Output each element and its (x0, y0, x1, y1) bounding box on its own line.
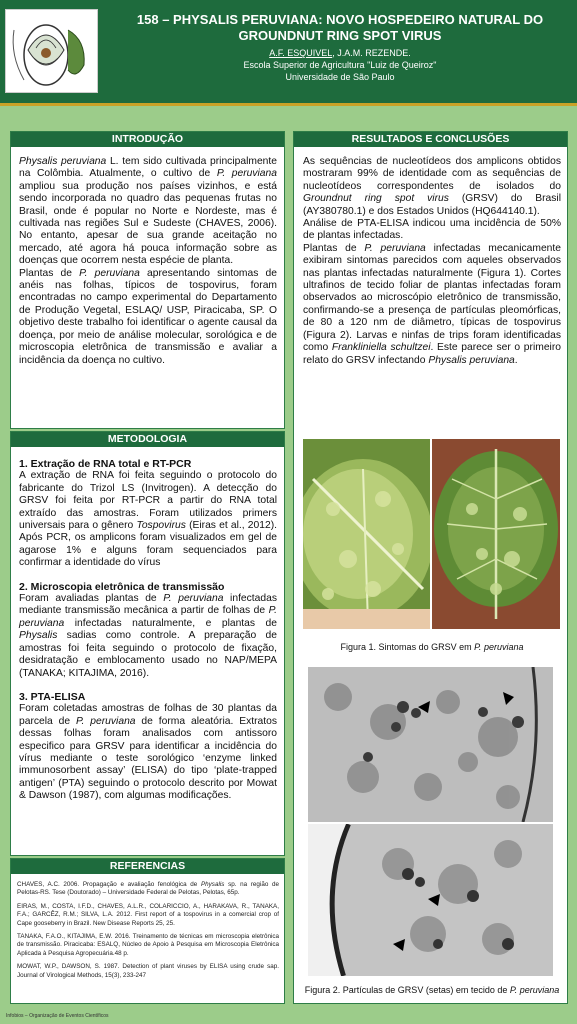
intro-species-abbr: P. peruviana (79, 267, 140, 279)
text-run: (Eiras et al., 2012). Após PCR, os amplicons foram visualizados em gel de agarose 1% e alguns foram sequenciados para confirmar a identidade do vírus (19, 520, 277, 569)
genus-name: Physalis (200, 881, 225, 888)
section-2-text (19, 593, 277, 680)
poster-header (0, 0, 577, 106)
text-run: infectadas mediante transmissão mecânica a partir de folhas de (19, 593, 277, 617)
figure-1-caption (303, 642, 561, 652)
poster-title (110, 12, 570, 44)
text-run: Figura 1. Sintomas do GRSV em (340, 642, 475, 652)
text-run: Foram avaliadas plantas de (19, 593, 164, 605)
genus-name: Tospovirus (136, 520, 186, 532)
figure-1-photo-left (303, 439, 430, 629)
resultados-heading: RESULTADOS E CONCLUSÕES (294, 132, 567, 147)
reference-item: EIRAS, M., COSTA, I.F.D., CHAVES, A.L.R., COLARICCIO, A., HARAKAVA, R., TANAKA, F.A.; GARCÊZ, R.M.; SILVA, L.A. 2012. First report of a tospovirus in a comercial crop of Cape gooseberry in Brazil. New Disease Reports 25, 25. (17, 902, 279, 927)
intro-text (19, 156, 277, 367)
section-1-text (19, 470, 277, 569)
metodologia-text (19, 452, 277, 803)
text-run: Plantas de (303, 242, 365, 254)
figure-2-micrograph-top (308, 667, 553, 822)
metodologia-panel (10, 431, 285, 856)
resultados-panel (293, 131, 568, 1004)
reference-item: MOWAT, W.P., DAWSON, S. 1987. Detection of plant viruses by ELISA using crude sap. Journal of Virological Methods, 15(3), 233-247 (17, 963, 279, 979)
reference-list (17, 881, 279, 985)
intro-text-run: apresentando sintomas de anéis nas folhas, típicos de tospovirus, foram encontradas no campo experimental do Departamento de Produção Vegetal, ESLAQ/ USP, Piracicaba, SP. O objetivo deste trabalho foi identificar o agente causal da doença, por meio de análise molecular, sorológica e de microscopia eletrônica de transmissão e avaliar a incidência da doença no cultivo. (19, 267, 277, 366)
institution-logo (5, 9, 98, 93)
text-run: As sequências de nucleotídeos dos amplicons obtidos mostraram 99% de identidade com as sequências de nucleotídeos correspondentes de isolados do (303, 156, 561, 192)
text-run: Foram coletadas amostras de folhas de 30 plantas da parcela de (19, 703, 277, 727)
section-1-title: 1. Extração de RNA total e RT-PCR (19, 458, 192, 470)
title-line-1: 158 – PHYSALIS PERUVIANA: NOVO HOSPEDEIRO NATURAL DO (136, 12, 544, 27)
affiliation-1: Escola Superior de Agricultura "Luiz de Queiroz" (243, 60, 437, 70)
affiliation-2: Universidade de São Paulo (285, 72, 395, 82)
species-abbr: P. peruviana (509, 985, 560, 995)
species-abbr: P. peruviana (76, 715, 136, 727)
text-run: infectadas mecanicamente exibiram sintomas parecidos com aqueles observados nas plantas infectadas naturalmente (Figura 1). Cortes ultrafinos de tecido foliar de plantas infectadas foram observados ao microscópio eletrônico de transmissão, confirmando-se a presença de partículas pleomórficas, de 80 a 120 nm de diâmetro, típicas de tospovirus (Figura 2). Larvas e ninfas de trips foram identificadas como (303, 242, 561, 354)
text-run: sadias como controle. A preparação de amostras foi feita seguindo o protocolo de fixação, desidratação e emblocamento usado no NAP/MEPA (TANAKA; KITAJIMA, 2016). (19, 630, 277, 679)
referencias-panel (10, 858, 285, 1004)
authors (110, 48, 570, 59)
section-3-title: 3. PTA-ELISA (19, 690, 86, 703)
species-abbr: P. peruviana (364, 242, 426, 254)
figure-2-micrograph-bottom (308, 824, 553, 976)
co-authors: , J.A.M. REZENDE. (332, 48, 411, 58)
intro-text-run: ampliou sua produção nos países vizinhos, e está sendo incorporada no quadro das pequenas frutas no Brasil, onde é popular no Norte e Nordeste, mas é cultivada nas regiões Sul e Sudeste (CHAVES, 2006). No entanto, apesar de sua grande aceitação no mercado, até agora há pouca informação sobre as doenças que ocorrem nesta espécie de planta. (19, 180, 277, 267)
text-run: . Este parece ser o primeiro relato do GRSV infectando (303, 342, 561, 366)
species-abbr: P. peruviana (474, 642, 524, 652)
footer-credit: Infobios – Organização de Eventos Científicos (6, 1013, 109, 1019)
resultados-paragraph-2: Análise de PTA-ELISA indicou uma incidência de 50% de plantas infectadas. (303, 218, 561, 242)
text-run: (GRSV) do Brasil (AY380780.1) e dos Estados Unidos (HQ644140.1). (303, 193, 561, 217)
figure-1-photo-right (432, 439, 560, 629)
presenting-author: A.F. ESQUIVEL (269, 48, 333, 58)
reference-item (17, 881, 279, 898)
resultados-text (303, 156, 561, 367)
resultados-paragraph-1 (303, 156, 561, 218)
reference-item: TANAKA, F.A.O., KITAJIMA, E.W. 2016. Treinamento de técnicas em microscopia eletrônica de transmissão. Piracicaba: ESALQ, Núcleo de Apoio à Pesquisa em Microscopia Eletrônica Aplicada à Pesquisa Agropecuária.48 p. (17, 933, 279, 957)
title-line-2: GROUNDNUT RING SPOT VIRUS (238, 28, 442, 43)
section-3-text (19, 703, 277, 802)
intro-panel (10, 131, 285, 429)
text-run: sp. na região de Pelotas-RS. Tese (Doutorado) – Universidade Federal de Pelotas, Pelotas, 65p. (17, 881, 279, 897)
intro-heading: INTRODUÇÃO (11, 132, 284, 147)
text-run: de forma aleatória. Extratos dessas folhas foram analisados com antissoro especifico para GRSV para identificar a incidência do vírus mediante o teste sorológico ‘enzyme linked immunosorbent assay’ (ELISA) do tipo ‘plate-trapped antigen’ (PTA) seguindo o protocolo descrito por Mowat & Dawson (1987), com algumas modificações. (19, 715, 277, 802)
virus-name: Groundnut ring spot virus (303, 193, 449, 205)
resultados-paragraph-3 (303, 243, 561, 367)
species-name: Physalis peruviana (428, 354, 515, 366)
text-run: A extração de RNA foi feita seguindo o protocolo do fabricante do Trizol LS (Invitrogen). A detecção do GRSV foi feita por RT-PCR a partir do RNA total extraído das amostras. Foram utilizados primers universais para o gênero (19, 470, 277, 532)
genus-name: Physalis (19, 630, 58, 642)
intro-species-abbr: P. peruviana (216, 168, 277, 180)
intro-text-run: Plantas de (19, 267, 80, 279)
text-run: CHAVES, A.C. 2006. Propagação e avaliação fenológica de (17, 881, 201, 888)
insect-name: Frankliniella schultzei (331, 342, 431, 354)
referencias-heading: REFERENCIAS (11, 859, 284, 874)
figure-2-caption (298, 985, 566, 995)
intro-species: Physalis peruviana (19, 156, 107, 167)
species-abbr: P. peruviana (19, 605, 277, 629)
species-abbr: P. peruviana (163, 593, 224, 605)
section-2-title: 2. Microscopia eletrônica de transmissão (19, 580, 225, 593)
metodologia-heading: METODOLOGIA (11, 432, 284, 447)
text-run: infectadas naturalmente, e plantas de (64, 617, 277, 629)
intro-text-run: L. tem sido cultivada principalmente na Colômbia. Atualmente, o cultivo de (19, 156, 277, 180)
text-run: . (514, 354, 518, 366)
text-run: Figura 2. Partículas de GRSV (setas) em tecido de (304, 985, 510, 995)
